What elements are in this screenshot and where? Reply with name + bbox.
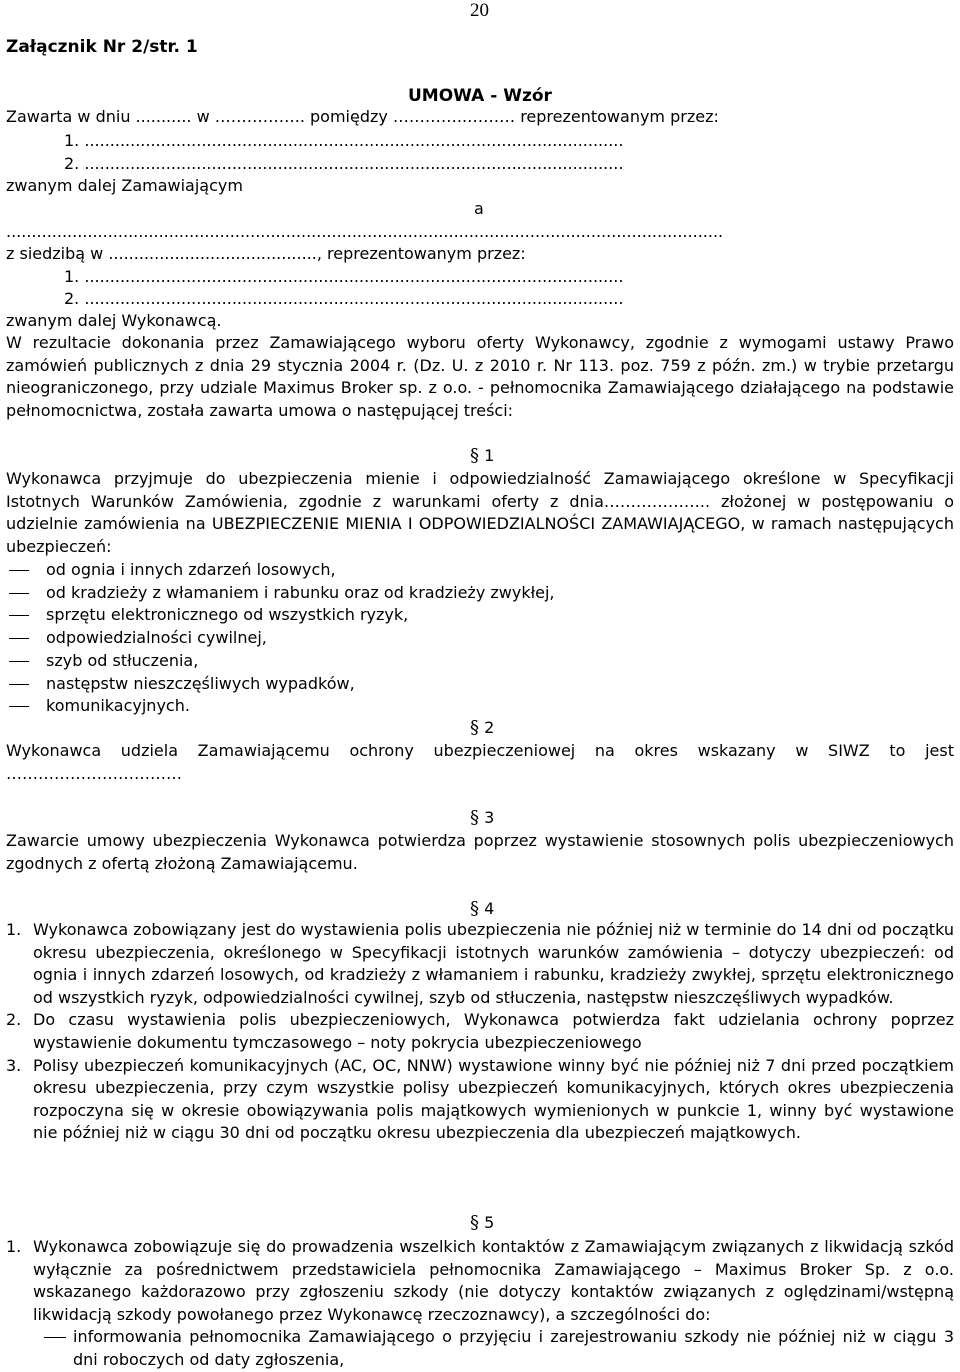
section-number: 2	[484, 718, 495, 737]
representative-2: 2. ..........................................................................................................	[64, 154, 624, 173]
document-title: UMOWA - Wzór	[408, 86, 552, 106]
list-item	[6, 1055, 954, 1145]
list-item: od ognia i innych zdarzeń losowych,	[6, 559, 555, 582]
item-number: 3.	[6, 1055, 22, 1075]
contractor-rep-2: 2. ..........................................................................................................	[64, 289, 624, 308]
item-number: 1.	[6, 1237, 22, 1256]
item-text: Polisy ubezpieczeń komunikacyjnych (AC, OC, NNW) wystawione winny być nie później niż 7 dni przed początkiem okresu ubezpieczenia, przy czym wszystkie polisy ubezpieczeń komunikacyjnych, których okres ubezpieczenia rozpoczyna się w okresie obowiązywania polis majątkowych wymienionych w punkcie 1, winny być wystawione nie później niż w ciągu 30 dni od początku okresu ubezpieczenia dla ubezpieczeń majątkowych.	[33, 1055, 954, 1143]
list-item	[6, 919, 954, 1009]
section-2-text: Wykonawca udziela Zamawiającemu ochrony ubezpieczeniowej na okres wskazany w SIWZ to jest ……………………………	[6, 741, 954, 783]
section-number: 5	[484, 1213, 495, 1232]
section-1-heading	[470, 445, 494, 466]
section-number: 4	[484, 899, 495, 918]
preamble	[6, 332, 954, 422]
contractor-name-blank: .............................................................................................................................................	[6, 222, 724, 241]
list-item	[6, 1236, 954, 1326]
item-number: 2.	[6, 1010, 22, 1030]
annex-heading: Załącznik Nr 2/str. 1	[6, 37, 198, 57]
section-symbol: §	[470, 898, 479, 919]
list-item	[6, 1009, 954, 1054]
list-item: odpowiedzialności cywilnej,	[6, 627, 555, 650]
representative-1: 1. ..........................................................................................................	[64, 131, 624, 150]
section-1-text: Wykonawca przyjmuje do ubezpieczenia mienie i odpowiedzialność Zamawiającego określone w Specyfikacji Istotnych Warunków Zamówienia, zgodnie z warunkami oferty z dnia……………….. złożonej w postępowaniu o udzielnie zamówienia na UBEZPIECZENIE MIENIA I ODPOWIEDZIALNOŚCI ZAMAWIAJĄCEGO, w ramach następujących ubezpieczeń:	[6, 469, 954, 556]
intro-line: Zawarta w dniu ........... w …………….. pomiędzy …………..……… reprezentowanym przez:	[6, 107, 719, 126]
page-number: 20	[470, 0, 489, 21]
list-item: szyb od stłuczenia,	[6, 650, 555, 673]
list-item: sprzętu elektronicznego od wszystkich ryzyk,	[6, 604, 555, 627]
section-3-text: Zawarcie umowy ubezpieczenia Wykonawca potwierdza poprzez wystawienie stosownych polis ubezpieczeniowych zgodnych z ofertą złożoną Zamawiającemu.	[6, 831, 954, 873]
section-1-body	[6, 468, 954, 558]
insurance-list	[6, 559, 555, 718]
section-4-list	[6, 919, 954, 1145]
section-number: 3	[484, 808, 495, 827]
item-text: Do czasu wystawienia polis ubezpieczeniowych, Wykonawca potwierdza fakt udzielania ochrony poprzez wystawienie dokumentu tymczasowego – noty pokrycia ubezpieczeniowego	[33, 1010, 954, 1052]
section-2-body	[6, 740, 954, 785]
list-item: informowania pełnomocnika Zamawiającego o przyjęciu i zarejestrowaniu szkody nie później niż w ciągu 3 dni roboczych od daty zgłoszenia,	[6, 1326, 954, 1371]
section-3-heading	[470, 807, 494, 828]
section-2-heading	[470, 717, 494, 738]
item-text: Wykonawca zobowiązany jest do wystawienia polis ubezpieczenia nie później niż w terminie do 14 dni od początku okresu ubezpieczenia, określonego w Specyfikacji istotnych warunków zamówienia – dotyczy ubezpieczeń: od ognia i innych zdarzeń losowych, od kradzieży z włamaniem i rabunku, kradzieży zwykłej, sprzętu elektronicznego od wszystkich ryzyk, odpowiedzialności cywilnej, szyb od stłuczenia, następstw nieszczęśliwych wypadków.	[33, 920, 954, 1007]
section-4-heading	[470, 898, 494, 919]
item-text: Wykonawca zobowiązuje się do prowadzenia wszelkich kontaktów z Zamawiającym związanych z likwidacją szkód wyłącznie za pośrednictwem przedstawiciela pełnomocnika Zamawiającego – Maximus Broker Sp. z o.o. wskazanego każdorazowo przy zgłoszeniu szkody (nie dotyczy kontaktów związanych z oględzinami/wstępną likwidacją szkody powołanego przez Wykonawcę rzeczoznawcy), a szczególności do:	[33, 1237, 954, 1324]
preamble-text: W rezultacie dokonania przez Zamawiającego wyboru oferty Wykonawcy, zgodnie z wymogami ustawy Prawo zamówień publicznych z dnia 29 stycznia 2004 r. (Dz. U. z 2010 r. Nr 113. poz. 759 z późn. zm.) w trybie przetargu nieograniczonego, przy udziale Maximus Broker sp. z o.o. - pełnomocnika Zamawiającego działającego na podstawie pełnomocnictwa, została zawarta umowa o następującej treści:	[6, 333, 954, 420]
conjunction-a: a	[474, 199, 484, 218]
contractor-rep-1: 1. ..........................................................................................................	[64, 267, 624, 286]
list-item: komunikacyjnych.	[6, 695, 555, 718]
section-symbol: §	[470, 445, 479, 466]
section-symbol: §	[470, 717, 479, 738]
list-item: od kradzieży z włamaniem i rabunku oraz od kradzieży zwykłej,	[6, 582, 555, 605]
list-item: następstw nieszczęśliwych wypadków,	[6, 673, 555, 696]
party-zamawiajacy: zwanym dalej Zamawiającym	[6, 176, 243, 195]
party-wykonawca: zwanym dalej Wykonawcą.	[6, 311, 222, 330]
section-symbol: §	[470, 807, 479, 828]
section-symbol: §	[470, 1212, 479, 1233]
contractor-seat: z siedzibą w ........................................., reprezentowanym przez:	[6, 244, 526, 263]
item-number: 1.	[6, 920, 22, 939]
section-5-heading	[470, 1212, 494, 1233]
section-number: 1	[484, 446, 495, 465]
section-5-list	[6, 1236, 954, 1372]
section-3-body	[6, 830, 954, 875]
